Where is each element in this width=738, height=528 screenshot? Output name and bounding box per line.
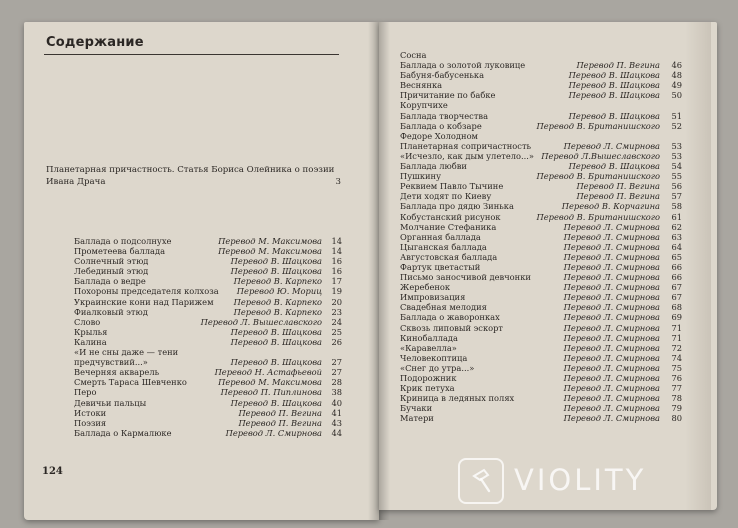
toc-entry-page: 74	[671, 352, 682, 363]
page-number-folio: 124	[42, 466, 63, 477]
toc-entry-page: 58	[671, 201, 682, 212]
toc-entry-page: 65	[671, 251, 682, 262]
toc-entry-title: Девичьи пальцы	[74, 397, 147, 408]
toc-entry-title: Веснянка	[400, 80, 443, 91]
toc-entry-translator: Перевод Л. Смирнова	[563, 342, 660, 353]
toc-entry-page: 51	[671, 110, 682, 121]
toc-entry-title: Свадебная мелодия	[400, 302, 487, 313]
toc-entry	[400, 212, 682, 222]
toc-entry-translator: Перевод Л. Смирнова	[563, 221, 660, 232]
toc-entry-title: Кобустанский рисунок	[400, 211, 501, 222]
toc-entry-title: Баллада о Кармалюке	[74, 427, 172, 438]
toc-entry-title: Жеребенок	[400, 282, 451, 293]
toc-entry-page: 43	[331, 417, 342, 428]
toc-entry-page: 14	[331, 236, 342, 246]
toc-entry-title: Пушкину	[400, 171, 441, 182]
toc-entry-title: Фартук цветастый	[400, 261, 481, 272]
toc-entry-title: Органная баллада	[400, 231, 481, 242]
toc-entry-title: «Снег до утра...»	[400, 362, 475, 373]
toc-entry-page: 19	[331, 286, 342, 297]
toc-entry-translator: Перевод М. Максимова	[218, 236, 322, 246]
toc-entry-page: 24	[331, 316, 342, 327]
toc-entry	[74, 428, 342, 438]
toc-entry-page: 63	[671, 231, 682, 242]
toc-entry-translator: Перевод В. Британишского	[536, 211, 660, 222]
toc-entry-translator: Перевод Л. Смирнова	[563, 282, 660, 293]
toc-entry-page: 71	[671, 332, 682, 343]
toc-entry	[400, 80, 682, 90]
toc-entry-translator: Перевод В. Шацкова	[230, 266, 322, 277]
toc-entry-translator: Перевод В. Шацкова	[568, 90, 660, 101]
toc-entry	[400, 343, 682, 353]
toc-entry-translator: Перевод В. Шацкова	[568, 110, 660, 121]
toc-entry-title: Августовская баллада	[400, 251, 498, 262]
toc-entry	[400, 131, 682, 141]
toc-right-column	[400, 50, 682, 423]
toc-entry-title: «Каравелла»	[400, 342, 457, 353]
toc-entry-translator: Перевод В. Британишского	[536, 120, 660, 131]
toc-entry-title: Крик петуха	[400, 383, 455, 394]
toc-entry-translator: Перевод В. Британишского	[536, 171, 660, 182]
toc-entry-title: предчувствий...»	[74, 357, 148, 368]
toc-entry	[74, 256, 342, 266]
toc-entry	[400, 151, 682, 161]
toc-entry-page: 52	[671, 120, 682, 131]
toc-entry-title: Криница в ледяных полях	[400, 393, 515, 404]
toc-entry-title: Письмо заносчивой девчонки	[400, 272, 531, 283]
toc-entry-page: 48	[671, 70, 682, 81]
toc-entry-title: Реквием Павло Тычине	[400, 181, 504, 192]
toc-entry-title: Прометеева баллада	[74, 246, 166, 257]
toc-entry-page: 71	[671, 322, 682, 333]
toc-entry	[400, 252, 682, 262]
toc-entry-title: «Исчезло, как дым улетело...»	[400, 150, 534, 161]
toc-entry-translator: Перевод Н. Астафьевой	[214, 367, 322, 378]
toc-entry	[400, 242, 682, 252]
toc-entry	[400, 333, 682, 343]
toc-entry-title: Цыганская баллада	[400, 241, 487, 252]
toc-entry-page: 77	[671, 383, 682, 394]
toc-entry	[400, 171, 682, 181]
toc-entry-page: 16	[331, 266, 342, 277]
toc-entry-translator: Перевод В. Шацкова	[230, 256, 322, 267]
toc-entry-page: 67	[671, 292, 682, 303]
toc-entry-translator: Перевод Л. Смирнова	[225, 427, 322, 438]
toc-entry	[400, 282, 682, 292]
toc-entry	[74, 236, 342, 246]
toc-entry-translator: Перевод П. Вегина	[576, 191, 660, 202]
toc-entry-title: Корупчихе	[400, 100, 448, 111]
intro-line-1: Планетарная причастность. Статья Бориса Олейника о поэзии	[46, 165, 335, 175]
toc-entry-page: 55	[671, 171, 682, 182]
toc-entry-page: 17	[331, 276, 342, 287]
toc-entry-title: Перо	[74, 387, 97, 398]
toc-entry-page: 46	[671, 60, 682, 71]
toc-entry-translator: Перевод Л. Смирнова	[563, 302, 660, 313]
toc-entry	[400, 121, 682, 131]
toc-entry-translator: Перевод Л. Смирнова	[563, 413, 660, 424]
toc-entry-translator: Перевод М. Максимова	[218, 246, 322, 257]
toc-entry-title: Матери	[400, 413, 434, 424]
toc-entry-title: Солнечный этюд	[74, 256, 149, 267]
toc-entry-translator: Перевод Л. Смирнова	[563, 332, 660, 343]
toc-entry-page: 75	[671, 362, 682, 373]
toc-entry	[74, 266, 342, 276]
toc-entry-page: 57	[671, 191, 682, 202]
toc-entry-translator: Перевод В. Шацкова	[230, 326, 322, 337]
toc-entry-title: Смерть Тараса Шевченко	[74, 377, 187, 388]
toc-entry-translator: Перевод Л. Вышеславского	[200, 316, 322, 327]
toc-entry-translator: Перевод В. Шацкова	[568, 70, 660, 81]
toc-entry	[74, 307, 342, 317]
toc-entry-translator: Перевод Л. Смирнова	[563, 322, 660, 333]
toc-entry	[400, 302, 682, 312]
toc-entry-translator: Перевод Л. Смирнова	[563, 231, 660, 242]
toc-entry-page: 25	[331, 326, 342, 337]
toc-entry-title: Баллада о жаворонках	[400, 312, 500, 323]
toc-entry	[400, 90, 682, 100]
toc-entry-translator: Перевод В. Корчагина	[561, 201, 660, 212]
toc-entry-title: Планетарная сопричастность	[400, 140, 532, 151]
toc-entry	[74, 246, 342, 256]
intro-page-number: 3	[335, 176, 341, 187]
toc-entry	[74, 337, 342, 347]
toc-entry-page: 27	[331, 367, 342, 378]
toc-entry	[400, 413, 682, 423]
toc-entry-title: Причитание по бабке	[400, 90, 496, 101]
title-rule	[44, 54, 339, 55]
toc-entry-title: Украинские кони над Парижем	[74, 296, 214, 307]
toc-entry-title: Баллада о ведре	[74, 276, 146, 287]
toc-entry-page: 68	[671, 302, 682, 313]
toc-entry-page: 67	[671, 282, 682, 293]
toc-entry	[400, 60, 682, 70]
toc-entry-page: 49	[671, 80, 682, 91]
toc-entry-translator: Перевод Ю. Мориц	[236, 286, 322, 297]
toc-entry	[400, 373, 682, 383]
toc-entry-translator: Перевод Л. Смирнова	[563, 383, 660, 394]
toc-entry-translator: Перевод Л. Смирнова	[563, 251, 660, 262]
page-title: Содержание	[46, 35, 144, 50]
toc-entry-title: Баллада о кобзаре	[400, 120, 482, 131]
toc-entry	[74, 347, 342, 357]
toc-entry-title: Вечерняя акварель	[74, 367, 160, 378]
toc-entry	[74, 367, 342, 377]
toc-entry-translator: Перевод Л. Смирнова	[563, 373, 660, 383]
toc-entry	[400, 111, 682, 121]
toc-entry	[400, 292, 682, 302]
toc-entry-title: Дети ходят по Киеву	[400, 191, 492, 202]
toc-entry	[74, 408, 342, 418]
toc-entry-translator: Перевод Л. Смирнова	[563, 352, 660, 363]
toc-entry	[400, 222, 682, 232]
toc-entry-page: 44	[331, 427, 342, 438]
toc-entry	[400, 383, 682, 393]
toc-entry-title: Баллада любви	[400, 161, 467, 172]
toc-entry-translator: Перевод В. Шацкова	[230, 397, 322, 408]
toc-entry-page: 76	[671, 373, 682, 383]
toc-entry	[400, 100, 682, 110]
toc-entry-page: 26	[331, 336, 342, 347]
toc-entry-title: Сосна	[400, 50, 427, 60]
toc-entry-page: 41	[331, 407, 342, 418]
toc-entry-translator: Перевод В. Шацкова	[230, 357, 322, 368]
toc-entry	[400, 363, 682, 373]
toc-entry-title: Бучаки	[400, 403, 433, 414]
toc-entry-title: Федоре Холодном	[400, 130, 479, 141]
toc-entry-page: 56	[671, 181, 682, 192]
toc-entry-translator: Перевод Л. Смирнова	[563, 272, 660, 283]
toc-entry-page: 50	[671, 90, 682, 101]
toc-entry	[74, 276, 342, 286]
toc-entry-page: 61	[671, 211, 682, 222]
toc-entry-translator: Перевод М. Максимова	[218, 377, 322, 388]
toc-entry-title: Бабуня-бабусенька	[400, 70, 485, 81]
toc-entry	[74, 286, 342, 296]
toc-entry-translator: Перевод П. Вегина	[576, 60, 660, 71]
toc-entry	[74, 377, 342, 387]
toc-entry-title: Крылья	[74, 326, 108, 337]
toc-entry-title: Похороны председателя колхоза	[74, 286, 219, 297]
toc-entry-title: Лебединый этюд	[74, 266, 149, 277]
toc-entry-page: 78	[671, 393, 682, 404]
toc-entry	[400, 393, 682, 403]
toc-entry	[74, 317, 342, 327]
toc-entry-title: Молчание Стефаника	[400, 221, 497, 232]
toc-entry-translator: Перевод П. Пиплинова	[220, 387, 322, 398]
toc-entry-translator: Перевод В. Карпеко	[233, 296, 322, 307]
toc-entry-translator: Перевод Л. Смирнова	[563, 362, 660, 373]
toc-entry-translator: Перевод Л. Смирнова	[563, 292, 660, 303]
toc-entry-translator: Перевод Л. Смирнова	[563, 403, 660, 414]
toc-entry-title: Подорожник	[400, 373, 457, 383]
toc-entry	[400, 272, 682, 282]
toc-entry	[400, 353, 682, 363]
toc-entry-title: Баллада творчества	[400, 110, 489, 121]
toc-entry-translator: Перевод Л. Смирнова	[563, 140, 660, 151]
toc-entry-translator: Перевод Л.Вышеславского	[541, 150, 660, 161]
toc-left-column	[74, 236, 342, 438]
toc-entry	[400, 201, 682, 211]
toc-entry-page: 23	[331, 306, 342, 317]
toc-entry-page: 66	[671, 272, 682, 283]
toc-entry-translator: Перевод П. Вегина	[238, 417, 322, 428]
intro-entry	[46, 165, 341, 188]
toc-entry-page: 80	[671, 413, 682, 424]
toc-entry	[400, 403, 682, 413]
toc-entry-page: 69	[671, 312, 682, 323]
toc-entry-page: 20	[331, 296, 342, 307]
toc-entry-title: Баллада о золотой луковице	[400, 60, 526, 71]
toc-entry-title: Баллада о подсолнухе	[74, 236, 172, 246]
toc-entry-page: 40	[331, 397, 342, 408]
toc-entry-translator: Перевод Л. Смирнова	[563, 312, 660, 323]
toc-entry	[400, 181, 682, 191]
toc-entry	[400, 232, 682, 242]
toc-entry	[74, 297, 342, 307]
toc-entry	[400, 50, 682, 60]
toc-entry-page: 72	[671, 342, 682, 353]
toc-entry-translator: Перевод В. Шацкова	[568, 161, 660, 172]
toc-entry	[74, 418, 342, 428]
toc-entry	[400, 191, 682, 201]
toc-entry-translator: Перевод В. Шацкова	[230, 336, 322, 347]
toc-entry-translator: Перевод Л. Смирнова	[563, 241, 660, 252]
toc-entry	[74, 387, 342, 397]
toc-entry	[74, 398, 342, 408]
toc-entry-translator: Перевод В. Карпеко	[233, 276, 322, 287]
toc-entry-title: Поэзия	[74, 417, 107, 428]
toc-entry	[400, 141, 682, 151]
toc-entry-page: 27	[331, 357, 342, 368]
toc-entry-page: 16	[331, 256, 342, 267]
toc-entry-title: Калина	[74, 336, 107, 347]
toc-entry-translator: Перевод В. Шацкова	[568, 80, 660, 91]
toc-entry	[400, 161, 682, 171]
toc-entry-title: Кинобаллада	[400, 332, 458, 343]
toc-entry-title: Истоки	[74, 407, 107, 418]
toc-entry	[400, 312, 682, 322]
toc-entry-page: 28	[331, 377, 342, 388]
toc-entry-page: 64	[671, 241, 682, 252]
toc-entry-title: Баллада про дядю Зинька	[400, 201, 514, 212]
toc-entry-translator: Перевод Л. Смирнова	[563, 261, 660, 272]
toc-entry-translator: Перевод Л. Смирнова	[563, 393, 660, 404]
toc-entry	[400, 70, 682, 80]
toc-entry-title: Сквозь липовый эскорт	[400, 322, 504, 333]
toc-entry-translator: Перевод В. Карпеко	[233, 306, 322, 317]
toc-entry	[74, 357, 342, 367]
toc-entry-title: Слово	[74, 316, 101, 327]
toc-entry-page: 79	[671, 403, 682, 414]
toc-entry-title: Фиалковый этюд	[74, 306, 148, 317]
toc-entry-title: Импровизация	[400, 292, 466, 303]
toc-entry-page: 62	[671, 221, 682, 232]
page-edge-shadow	[685, 22, 711, 510]
watermark-text: VIOLITY	[514, 463, 647, 497]
toc-entry-page: 14	[331, 246, 342, 257]
toc-entry-translator: Перевод П. Вегина	[576, 181, 660, 192]
toc-entry	[400, 323, 682, 333]
toc-entry-page: 66	[671, 261, 682, 272]
toc-entry-translator: Перевод П. Вегина	[238, 407, 322, 418]
toc-entry-title: Человекоптица	[400, 352, 468, 363]
intro-line-2: Ивана Драча	[46, 176, 106, 187]
toc-entry-title: «И не сны даже — тени	[74, 347, 179, 358]
toc-entry	[400, 262, 682, 272]
toc-entry-page: 53	[671, 150, 682, 161]
toc-entry	[74, 327, 342, 337]
toc-entry-page: 54	[671, 161, 682, 172]
toc-entry-page: 53	[671, 140, 682, 151]
toc-entry-page: 38	[331, 387, 342, 398]
